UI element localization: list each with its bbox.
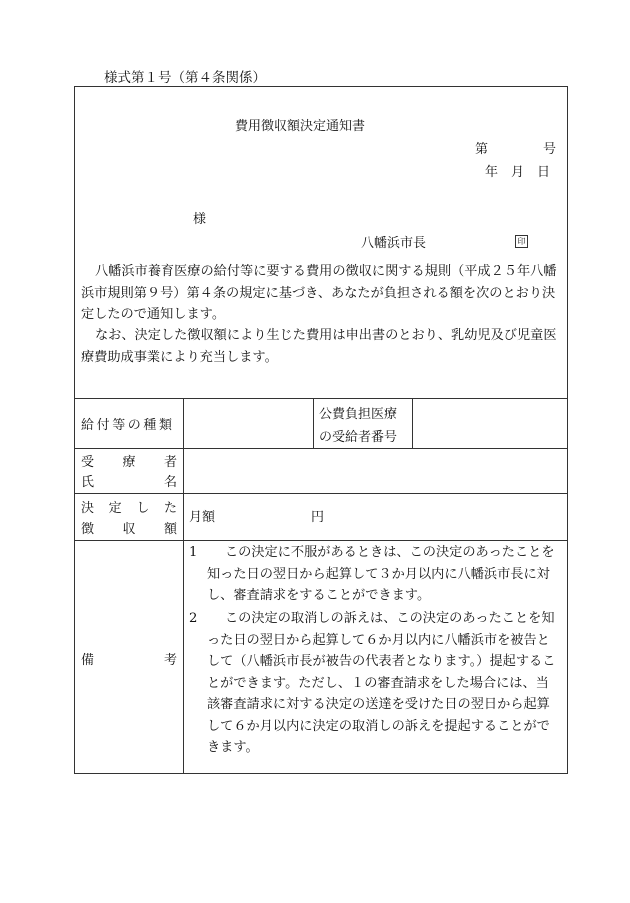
document-title: 費用徴収額決定通知書 — [235, 119, 366, 134]
table-top-rule — [75, 398, 567, 399]
char: 備 — [81, 653, 95, 668]
monthly-amount-label: 月額 — [189, 510, 216, 525]
remarks-label — [81, 649, 177, 668]
recipient-label-rule — [412, 398, 413, 448]
char: し — [136, 501, 150, 516]
yen-unit: 円 — [311, 510, 325, 525]
row-rule-2 — [75, 493, 567, 494]
type-value-rule — [313, 398, 314, 448]
addressee-honorific: 様 — [193, 212, 207, 227]
char: 収 — [122, 522, 136, 537]
note-number: 2 — [189, 611, 198, 626]
char: 受 — [81, 455, 95, 470]
issuer-name: 八幡浜市長 — [361, 236, 427, 251]
number-suffix: 号 — [543, 142, 557, 157]
remark-note-2 — [189, 608, 561, 759]
body-paragraph-2: なお、決定した徴収額により生じた費用は申出書のとおり、乳幼児及び児童医療費助成事業により充当します。 — [81, 328, 557, 365]
seal-icon: 印 — [515, 235, 528, 248]
patient-label-line1 — [81, 451, 177, 470]
char: 療 — [122, 455, 136, 470]
char: 名 — [163, 475, 177, 490]
char: 定 — [108, 501, 122, 516]
char: 者 — [163, 455, 177, 470]
decided-label-line1 — [81, 497, 177, 516]
remark-note-1 — [189, 542, 561, 607]
char: 決 — [81, 501, 95, 516]
benefit-type-label: 給付等の種類 — [81, 418, 175, 433]
row-rule-3 — [75, 540, 567, 541]
recipient-number-label-line1: 公費負担医療 — [319, 407, 398, 422]
patient-label-line2 — [81, 471, 177, 490]
body-paragraph-1: 八幡浜市養育医療の給付等に要する費用の徴収に関する規則（平成２５年八幡浜市規則第９号）第４条の規定に基づき、あなたが負担される額を次のとおり決定したので通知します。 — [81, 264, 557, 322]
form-number-label: 様式第１号（第４条関係） — [104, 70, 266, 86]
notice-form-frame — [74, 86, 568, 774]
note-text: この決定に不服があるときは、この決定のあったことを知った日の翌日から起算して３か月以内に八幡浜市長に対し、審査請求をすることができます。 — [207, 545, 555, 603]
char: た — [163, 501, 177, 516]
decided-label-line2 — [81, 518, 177, 537]
label-column-rule — [183, 398, 184, 774]
note-number: 1 — [189, 545, 198, 560]
char: 氏 — [81, 475, 95, 490]
number-prefix: 第 — [475, 142, 489, 157]
char: 額 — [163, 522, 177, 537]
char: 徴 — [81, 522, 95, 537]
row-rule-1 — [75, 448, 567, 449]
recipient-number-label-line2: の受給者番号 — [319, 430, 398, 445]
note-text: この決定の取消しの訴えは、この決定のあったことを知った日の翌日から起算して６か月以内に八幡浜市を被告として（八幡浜市長が被告の代表者となります。）提起することができます。ただし、１の審査請求をした場合には、当該審査請求に対する決定の送達を受けた日の翌日から起算して６か月以内に決定の取消しの訴えを提起することができます。 — [207, 611, 556, 755]
date-field: 年 月 日 — [485, 165, 551, 180]
seal-mark — [515, 233, 528, 248]
char: 考 — [163, 653, 177, 668]
